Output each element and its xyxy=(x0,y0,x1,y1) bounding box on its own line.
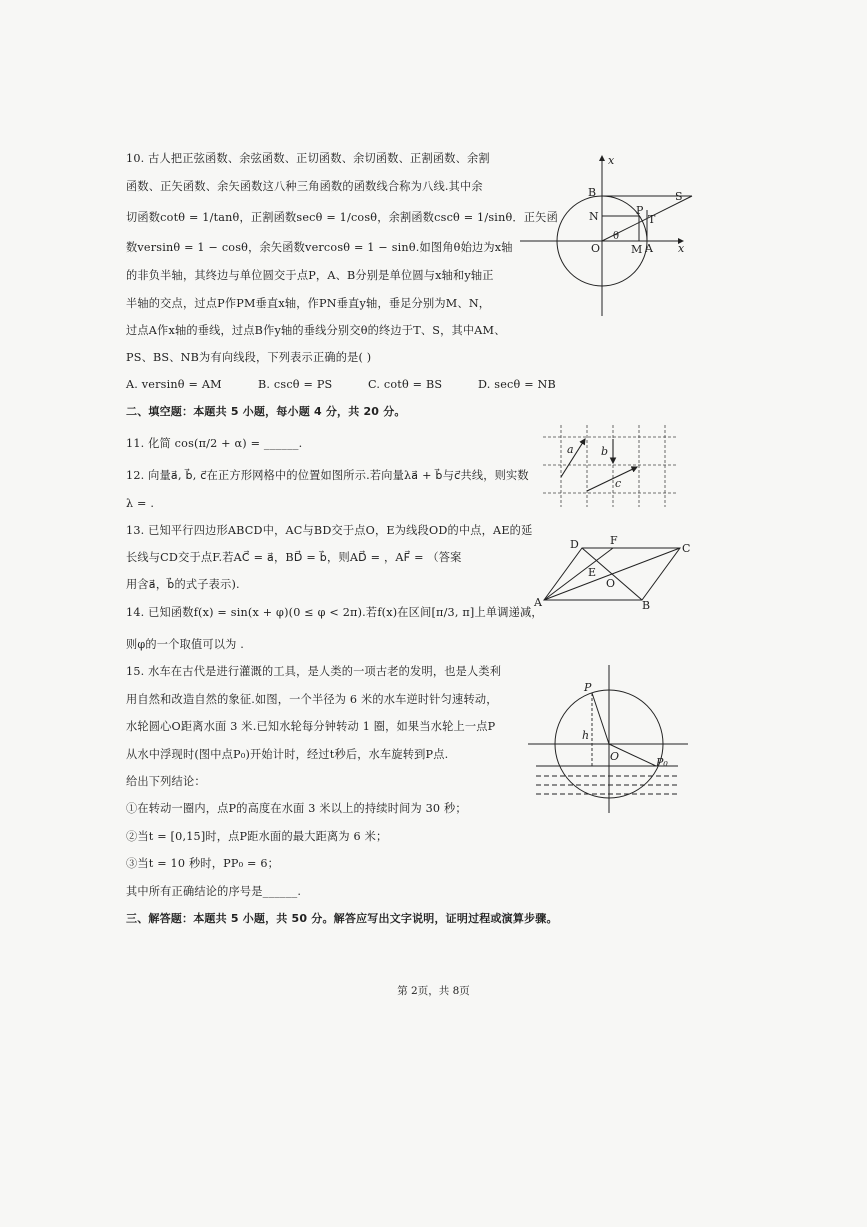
q10-line-1: 10. 古人把正弦函数、余弦函数、正切函数、余切函数、正割函数、余割 xyxy=(126,152,490,165)
q10-line-3: 切函数cotθ = 1/tanθ，正割函数secθ = 1/cosθ，余割函数cscθ = 1/sinθ．正矢函 xyxy=(126,211,558,224)
q10-label-o: O xyxy=(591,242,601,255)
q12-line-1: 12. 向量a⃗, b⃗, c⃗在正方形网格中的位置如图所示.若向量λa⃗ + b⃗与c⃗共线，则实数 xyxy=(126,469,529,482)
q13-line-3: 用含a⃗，b⃗的式子表示). xyxy=(126,578,240,591)
q10-label-s: S xyxy=(675,190,683,203)
q15-line-3: 水轮圆心O距离水面 3 米.已知水轮每分钟转动 1 圈，如果当水轮上一点P xyxy=(126,720,496,733)
q15-label-o: O xyxy=(610,750,620,763)
q10-line-7: 过点A作x轴的垂线，过点B作y轴的垂线分别交θ的终边于T、S，其中AM、 xyxy=(126,324,506,337)
q15-water-wheel-figure xyxy=(528,665,690,815)
q14-line-2: 则φ的一个取值可以为 . xyxy=(126,638,245,651)
q10-line-6: 半轴的交点，过点P作PM垂直x轴，作PN垂直y轴，垂足分别为M、N， xyxy=(126,297,491,310)
q10-option-b: B. cscθ = PS xyxy=(258,378,333,391)
q11-text: 11. 化简 cos(π/2 + α) = ______. xyxy=(126,437,303,450)
q15-line-2: 用自然和改造自然的象征.如图，一个半径为 6 米的水车逆时针匀速转动， xyxy=(126,693,498,706)
q15-line-9: 其中所有正确结论的序号是______. xyxy=(126,885,302,898)
section-3-heading: 三、解答题：本题共 5 小题，共 50 分。解答应写出文字说明，证明过程或演算步骤。 xyxy=(126,912,558,925)
q10-line-5: 的非负半轴，其终边与单位圆交于点P，A、B分别是单位圆与x轴和y轴正 xyxy=(126,269,494,282)
q10-option-a: A. versinθ = AM xyxy=(126,378,222,391)
q10-label-b: B xyxy=(588,186,597,199)
q13-line-2: 长线与CD交于点F.若AC⃗ = a⃗，BD⃗ = b⃗，则AD⃗ = ，AF⃗ = （答案 xyxy=(126,551,462,564)
q10-line-4: 数versinθ = 1 − cosθ，余矢函数vercosθ = 1 − sinθ.如图角θ始边为x轴 xyxy=(126,241,513,254)
q12-label-a: a xyxy=(567,443,574,456)
q10-line-2: 函数、正矢函数、余矢函数这八种三角函数的函数线合称为八线.其中余 xyxy=(126,180,483,193)
q15-line-1: 15. 水车在古代是进行灌溉的工具，是人类的一项古老的发明，也是人类利 xyxy=(126,665,502,678)
q10-label-t: T xyxy=(648,213,656,226)
q13-parallelogram-figure xyxy=(530,532,695,614)
q12-line-2: λ = . xyxy=(126,497,155,510)
q15-line-8: ③当t = 10 秒时，PP₀ = 6； xyxy=(126,857,280,870)
q10-line-8: PS、BS、NB为有向线段，下列表示正确的是( ) xyxy=(126,351,372,364)
q13-label-b: B xyxy=(642,599,651,612)
q10-label-a: A xyxy=(645,242,653,255)
q10-option-d: D. secθ = NB xyxy=(478,378,556,391)
section-2-heading: 二、填空题：本题共 5 小题，每小题 4 分，共 20 分。 xyxy=(126,405,406,418)
q10-label-theta: θ xyxy=(613,231,620,242)
q10-label-x-top: x xyxy=(608,154,615,167)
q14-line-1: 14. 已知函数f(x) = sin(x + φ)(0 ≤ φ < 2π).若f(x)在区间[π/3, π]上单调递减， xyxy=(126,606,543,619)
q13-label-e: E xyxy=(588,566,597,579)
q13-label-o: O xyxy=(606,577,616,590)
q15-line-4: 从水中浮现时(图中点P₀)开始计时，经过t秒后，水车旋转到P点. xyxy=(126,748,449,761)
q13-label-f: F xyxy=(610,534,618,547)
q10-label-x-right: x xyxy=(678,242,685,255)
q12-vector-grid-figure xyxy=(543,425,683,510)
q13-label-a: A xyxy=(534,596,542,609)
q15-line-6: ①在转动一圈内，点P的高度在水面 3 米以上的持续时间为 30 秒； xyxy=(126,802,467,815)
q10-label-n: N xyxy=(589,210,599,223)
q15-line-7: ②当t = [0,15]时，点P距水面的最大距离为 6 米； xyxy=(126,830,388,843)
q15-label-h: h xyxy=(582,729,590,742)
q10-label-p: P xyxy=(636,204,644,217)
q15-label-p: P xyxy=(584,681,592,694)
q13-label-c: C xyxy=(682,542,691,555)
q15-label-p0: P₀ xyxy=(656,756,668,769)
q13-label-d: D xyxy=(570,538,579,551)
q12-label-c: c xyxy=(615,477,622,490)
page-footer: 第 2页，共 8页 xyxy=(397,985,470,997)
q10-option-c: C. cotθ = BS xyxy=(368,378,443,391)
q12-label-b: b xyxy=(601,445,609,458)
q10-unit-circle-figure xyxy=(515,148,695,323)
q15-line-5: 给出下列结论： xyxy=(126,775,206,788)
q10-label-m: M xyxy=(631,243,643,256)
q13-line-1: 13. 已知平行四边形ABCD中，AC与BD交于点O，E为线段OD的中点，AE的延 xyxy=(126,524,533,537)
